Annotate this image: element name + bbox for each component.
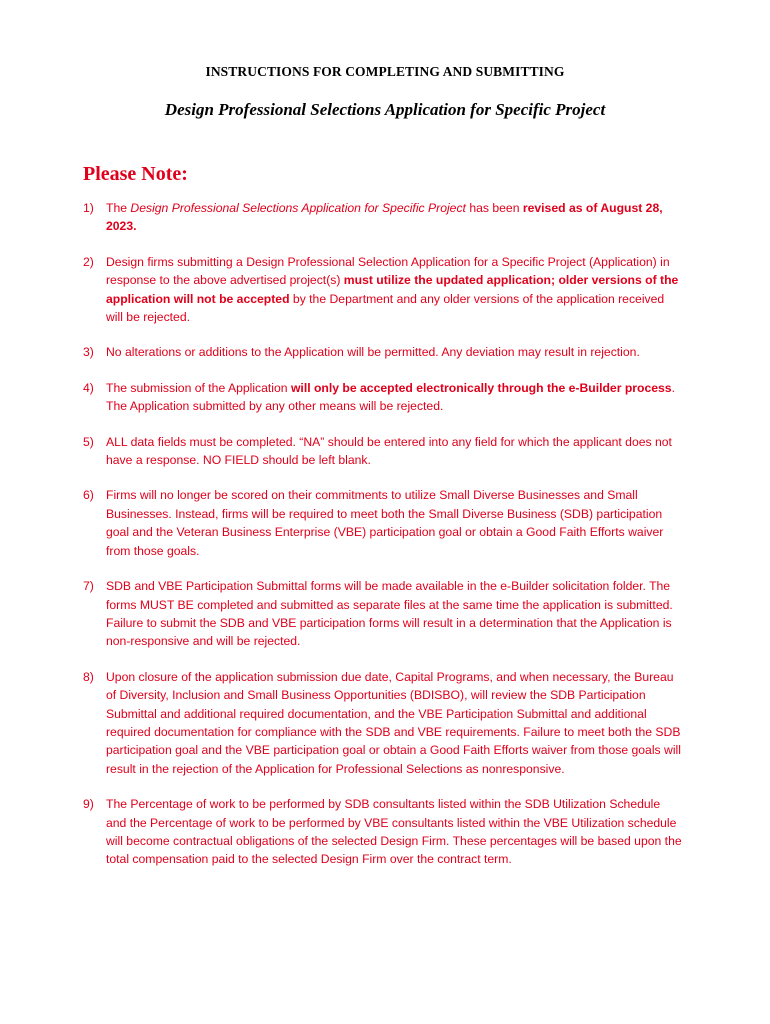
item-text: Firms will no longer be scored on their commitments to utilize Small Diverse Businesses and Small Businesses. Instead, firms will be required to meet both the Small Diverse Business (SDB) participation goal and the Veteran Business Enterprise (VBE) participation goal or obtain a Good Faith Efforts waiver from those goals.	[106, 488, 664, 558]
item-text-italic: Design Professional Selections Application for Specific Project	[130, 201, 466, 215]
item-text-bold: will only be accepted electronically through the e-Builder process	[290, 380, 672, 395]
item-text: Upon closure of the application submission due date, Capital Programs, and when necessary, the Bureau of Diversity, Inclusion and Small Business Opportunities (BDISBO), will review the SDB Participation Submittal and additional required documentation, and the VBE Participation Submittal and additional required documentation for compliance with the SDB and VBE requirements. Failure to meet both the SDB participation goal and the VBE participation goal or obtain a Good Faith Efforts waiver from those goals will result in the rejection of the Application for Professional Selections as nonresponsive.	[106, 669, 681, 776]
item-number: 5)	[83, 434, 94, 449]
item-text: has been	[465, 201, 523, 215]
document-subtitle: Design Professional Selections Application for Specific Project	[164, 100, 606, 119]
instruction-item-2	[83, 253, 683, 327]
document-title: INSTRUCTIONS FOR COMPLETING AND SUBMITTING	[205, 64, 565, 79]
item-text: SDB and VBE Participation Submittal forms will be made available in the e-Builder solicitation folder. The forms MUST BE completed and submitted as separate files at the same time the application is submitted. Failure to submit the SDB and VBE participation forms will result in a determination that the Application is non-responsive and will be rejected.	[106, 579, 673, 649]
item-text: Design firms submitting a Design Professional Selection Application for a Specific Project (Application) in response to the above advertised project(s)	[106, 254, 670, 288]
item-text: . The Application submitted by any other means will be rejected.	[106, 380, 675, 414]
item-text: by the Department and any older versions of the application received will be rejected.	[106, 291, 665, 325]
item-text-bold: must utilize the updated application; older versions of the application will not be accepted	[106, 273, 679, 306]
item-number: 6)	[83, 488, 94, 503]
item-text: No alterations or additions to the Application will be permitted. Any deviation may result in rejection.	[106, 345, 640, 360]
item-number: 4)	[83, 380, 94, 395]
instruction-item-6	[83, 486, 683, 560]
instruction-item-7	[83, 577, 683, 651]
item-text: ALL data fields must be completed. “NA” should be entered into any field for which the applicant does not have a response. NO FIELD should be left blank.	[106, 434, 672, 468]
item-text: The Percentage of work to be performed by SDB consultants listed within the SDB Utilization Schedule and the Percentage of work to be performed by VBE consultants listed within the VBE Utilization schedule will become contractual obligations of the selected Design Firm. These percentages will be based upon the total compensation paid to the selected Design Firm over the contract term.	[106, 797, 682, 867]
instruction-item-4	[83, 379, 683, 416]
item-number: 1)	[83, 201, 94, 215]
instruction-item-8	[83, 668, 683, 778]
item-text-bold: revised as of August 28, 2023.	[106, 201, 663, 234]
item-text: The submission of the Application	[106, 380, 291, 395]
instruction-item-3	[83, 343, 683, 361]
note-heading: Please Note:	[83, 163, 188, 185]
item-number: 9)	[83, 797, 94, 812]
instruction-list	[83, 199, 683, 869]
instruction-item-9	[83, 795, 683, 869]
instruction-item-1	[83, 199, 683, 236]
item-number: 7)	[83, 579, 94, 594]
item-text: The	[106, 201, 131, 215]
item-number: 8)	[83, 669, 94, 684]
instruction-item-5	[83, 433, 683, 470]
item-number: 2)	[83, 254, 94, 269]
item-number: 3)	[83, 345, 94, 360]
